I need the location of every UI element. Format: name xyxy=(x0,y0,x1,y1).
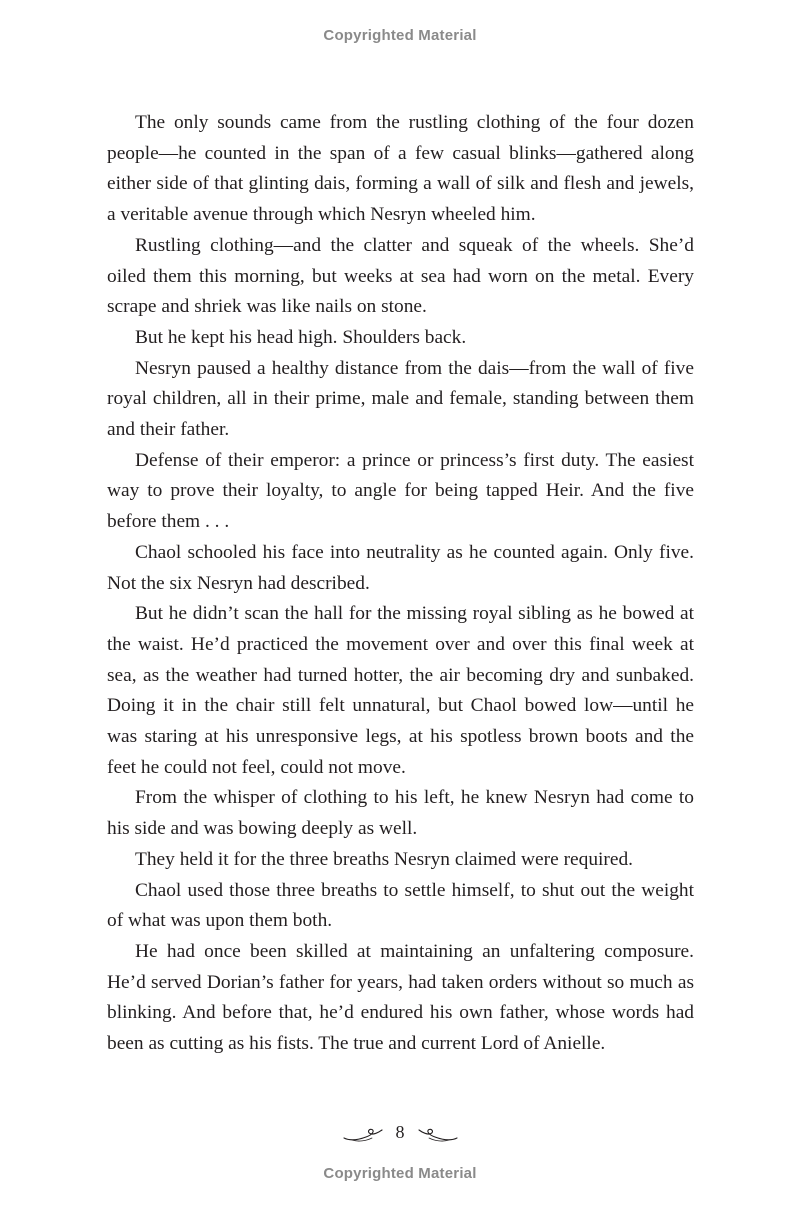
body-text xyxy=(107,108,694,1060)
paragraph: Chaol used those three breaths to settle himself, to shut out the weight of what was upon them both. xyxy=(107,879,694,932)
page-folio xyxy=(0,1120,800,1150)
flourish-left-icon xyxy=(342,1127,386,1143)
paragraph: The only sounds came from the rustling clothing of the four dozen people—he counted in the span of a few casual blinks—gathered along either side of that glinting dais, forming a wall of silk and flesh and jewels, a veritable avenue through which Nesryn wheeled him. xyxy=(107,112,694,226)
paragraph: Chaol schooled his face into neutrality as he counted again. Only five. Not the six Nesryn had described. xyxy=(107,541,694,594)
paragraph: But he kept his head high. Shoulders back. xyxy=(135,326,467,348)
copyright-watermark-top: Copyrighted Material xyxy=(323,27,477,44)
paragraph: They held it for the three breaths Nesryn claimed were required. xyxy=(135,848,634,870)
flourish-right-icon xyxy=(415,1127,459,1143)
paragraph: But he didn’t scan the hall for the missing royal sibling as he bowed at the waist. He’d practiced the movement over and over this final week at sea, as the weather had turned hotter, the air becoming dry and sunbaked. Doing it in the chair still felt unnatural, but Chaol bowed low—until he was staring at his unresponsive legs, at his spotless brown boots and the feet he could not feel, could not move. xyxy=(107,603,694,778)
paragraph: Defense of their emperor: a prince or princess’s first duty. The easiest way to prove their loyalty, to angle for being tapped Heir. And the five before them . . . xyxy=(107,449,694,533)
page-number: 8 xyxy=(395,1121,405,1142)
paragraph: Rustling clothing—and the clatter and squeak of the wheels. She’d oiled them this morning, but weeks at sea had worn on the metal. Every scrape and shriek was like nails on stone. xyxy=(107,234,694,318)
paragraph: From the whisper of clothing to his left, he knew Nesryn had come to his side and was bowing deeply as well. xyxy=(107,787,694,840)
paragraph: He had once been skilled at maintaining an unfaltering composure. He’d served Dorian’s father for years, had taken orders without so much as blinking. And before that, he’d endured his own father, whose words had been as cutting as his fists. The true and current Lord of Anielle. xyxy=(107,940,694,1055)
paragraph: Nesryn paused a healthy distance from the dais—from the wall of five royal children, all in their prime, male and female, standing between them and their father. xyxy=(107,357,694,441)
copyright-watermark-bottom: Copyrighted Material xyxy=(323,1165,477,1182)
